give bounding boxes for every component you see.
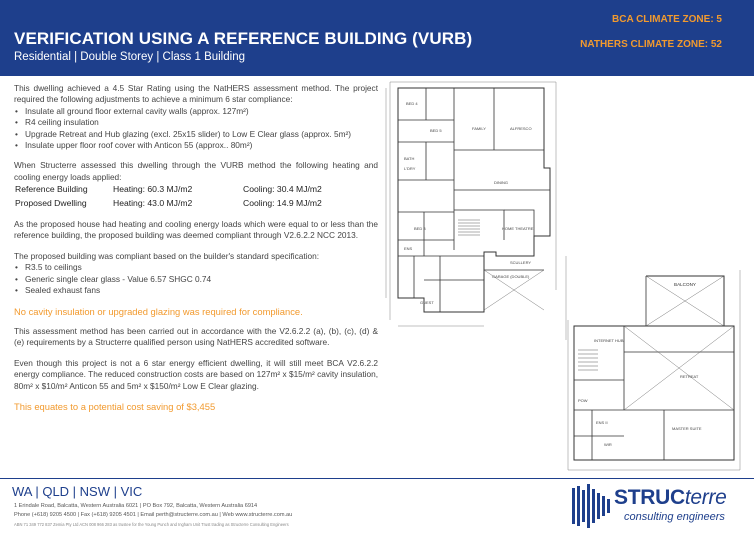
body-content — [14, 83, 378, 412]
list-item: • R4 ceiling insulation — [14, 117, 378, 128]
logo-bold-text: STRUC — [614, 486, 685, 509]
list-item: • Insulate upper floor roof cover with Anticon 55 (approx.. 80m²) — [14, 140, 378, 151]
header-banner — [0, 0, 754, 76]
table-cell: Proposed Dwelling — [15, 197, 87, 208]
table-cell: Reference Building — [15, 184, 88, 195]
room-label: INTERNET HUB — [594, 338, 624, 343]
room-label: BED 5 — [430, 128, 442, 133]
bca-climate-zone: BCA CLIMATE ZONE: 5 — [612, 14, 722, 25]
table-row — [15, 197, 373, 210]
table-cell: Cooling: 30.4 MJ/m2 — [243, 184, 322, 195]
room-label: BALCONY — [674, 282, 696, 287]
room-label: SCULLERY — [510, 260, 532, 265]
table-cell: Cooling: 14.9 MJ/m2 — [243, 197, 322, 208]
logo-tagline: consulting engineers — [624, 511, 725, 523]
room-label: ENS II — [596, 420, 608, 425]
room-label: BED 4 — [406, 101, 418, 106]
room-label: GARAGE (DOUBLE) — [492, 274, 530, 279]
floor-plan-drawing — [384, 80, 746, 477]
room-label: POW — [578, 398, 588, 403]
room-label: DINING — [494, 180, 508, 185]
page-title: VERIFICATION USING A REFERENCE BUILDING (VURB) — [14, 29, 473, 48]
footer-abn: ABN 71 349 772 837 Zemia Pty Ltd ACN 008 966 283 as trustee for the Young Punch and Ingham Unit Trust trading as Structerre Consulting Engineers — [14, 522, 289, 527]
footer-states: WA | QLD | NSW | VIC — [12, 484, 143, 499]
room-label: GUEST — [420, 300, 434, 305]
spec-list — [14, 262, 378, 296]
footer-contact: Phone (+618) 9205 4500 | Fax (+618) 9205 4501 | Email perth@structerre.com.au | Web www.structerre.com.au — [14, 512, 293, 518]
method-paragraph: This assessment method has been carried out in accordance with the V2.6.2.2 (a), (b), (c), (d) & (e) requirements by a Structerre qualified person using NatHERS accredited software. — [14, 325, 378, 348]
logo-light-text: terre — [684, 486, 727, 509]
logo-wordmark — [614, 486, 727, 510]
list-item: • Upgrade Retreat and Hub glazing (excl. 25x15 slider) to Low E Clear glass (approx. 5m²) — [14, 129, 378, 140]
logo-bars-icon — [566, 484, 612, 528]
room-label: L'DRY — [404, 166, 416, 171]
vurb-intro-paragraph: When Structerre assessed this dwelling through the VURB method the following heating and cooling energy loads applied: — [14, 160, 378, 182]
intro-paragraph: This dwelling achieved a 4.5 Star Rating using the NatHERS assessment method. The project required the following adjustments to achieve a minimum 6 star compliance: — [14, 83, 378, 105]
room-label: FAMILY — [472, 126, 486, 131]
cost-saving-highlight: This equates to a potential cost saving of $3,455 — [14, 400, 216, 412]
structerre-logo — [566, 484, 746, 530]
table-row — [15, 183, 373, 196]
footer-address: 1 Erindale Road, Balcatta, Western Australia 6021 | PO Box 792, Balcatta, Western Australia 6914 — [14, 503, 258, 509]
compliance-paragraph: As the proposed house had heating and cooling energy loads which were equal to or less than the reference building, the proposed building was deemed compliant through V2.6.2.2 NCC 2013. — [14, 219, 378, 241]
energy-loads-table — [15, 183, 373, 210]
room-label: WIR — [604, 442, 612, 447]
no-upgrade-highlight: No cavity insulation or upgraded glazing was required for compliance. — [14, 305, 303, 317]
page-subtitle: Residential | Double Storey | Class 1 Building — [14, 51, 245, 63]
list-item: • Generic single clear glass - Value 6.57 SHGC 0.74 — [14, 274, 378, 285]
room-label: BED 3 — [414, 226, 426, 231]
room-label: MASTER SUITE — [672, 426, 702, 431]
list-item: • R3.5 to ceilings — [14, 262, 378, 273]
table-cell: Heating: 43.0 MJ/m2 — [113, 197, 193, 208]
adjustments-list — [14, 106, 378, 152]
room-label: HOME THEATRE — [502, 226, 534, 231]
cost-paragraph: Even though this project is not a 6 star energy efficient dwelling, it will still meet BCA V2.6.2.2 energy compliance. The reduced construction costs are based on 127m² x $15/m² cavity insulation, 80m² x $10/m² Anticon 55 and 5m² x $150/m² Low E Clear glazing. — [14, 357, 378, 391]
footer-divider — [0, 478, 754, 479]
floor-plans — [384, 80, 746, 477]
list-item: • Insulate all ground floor external cavity walls (approx. 127m²) — [14, 106, 378, 117]
table-cell: Heating: 60.3 MJ/m2 — [113, 184, 193, 195]
room-label: ENS — [404, 246, 413, 251]
room-label: BATH — [404, 156, 415, 161]
nathers-climate-zone: NATHERS CLIMATE ZONE: 52 — [580, 39, 722, 50]
room-label: ALFRESCO — [510, 126, 532, 131]
room-label: RETREAT — [680, 374, 699, 379]
list-item: • Sealed exhaust fans — [14, 285, 378, 296]
spec-intro-paragraph: The proposed building was compliant based on the builder's standard specification: — [14, 250, 320, 261]
